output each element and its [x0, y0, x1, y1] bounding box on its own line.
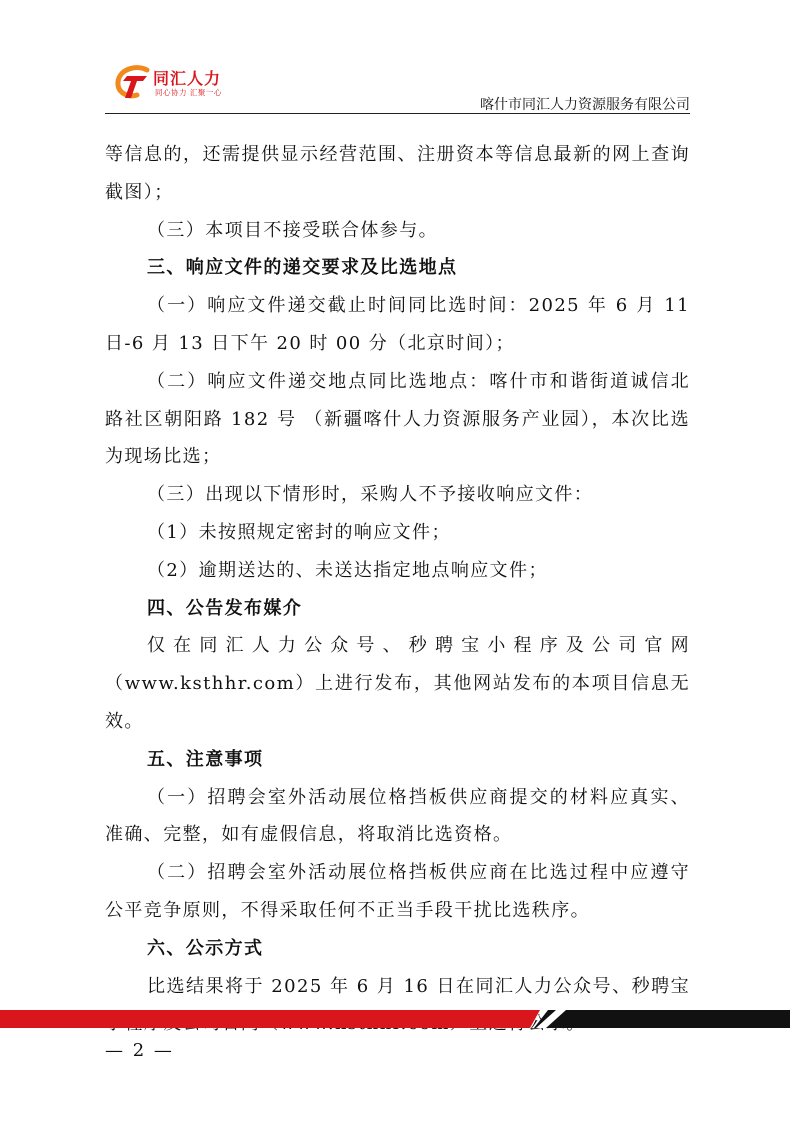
- paragraph: （一）招聘会室外活动展位格挡板供应商提交的材料应真实、准确、完整，如有虚假信息，将取消比选资格。: [105, 786, 690, 846]
- paragraph: （1）未按照规定密封的响应文件；: [147, 521, 451, 543]
- paragraph: （三）本项目不接受联合体参与。: [147, 219, 438, 241]
- paragraph: 仅在同汇人力公众号、秒聘宝小程序及公司官网（www.ksthhr.com）上进行发布，其他网站发布的本项目信息无效。: [105, 635, 690, 732]
- paragraph: （三）出现以下情形时，采购人不予接收响应文件：: [147, 484, 594, 506]
- paragraph: （二）招聘会室外活动展位格挡板供应商在比选过程中应遵守公平竞争原则，不得采取任何不正当手段干扰比选秩序。: [105, 862, 690, 921]
- logo-slogan: 同心协力 汇聚一心: [155, 88, 222, 97]
- paragraph: （一）响应文件递交截止时间同比选时间：2025 年 6 月 11 日-6 月 13 日下午 20 时 00 分（北京时间）；: [105, 295, 690, 354]
- section-heading: 六、公示方式: [147, 937, 264, 959]
- paragraph: （二）响应文件递交地点同比选地点：喀什市和谐街道诚信北路社区朝阳路 182 号 （新疆喀什人力资源服务产业园），本次比选为现场比选；: [105, 370, 690, 468]
- page-header: [105, 60, 690, 116]
- paragraph: （2）逾期送达的、未送达指定地点响应文件；: [147, 559, 548, 581]
- logo-name: 同汇人力: [153, 69, 222, 88]
- section-heading: 五、注意事项: [147, 748, 264, 770]
- section-heading: 三、响应文件的递交要求及比选地点: [147, 257, 458, 279]
- paragraph: 等信息的，还需提供显示经营范围、注册资本等信息最新的网上查询截图）；: [105, 144, 690, 203]
- footer-decorative-band: [0, 1006, 790, 1032]
- paragraph: 比选结果将于 2025 年 6 月 16 日在同汇人力公众号、秒聘宝 公: [147, 975, 690, 1035]
- company-name: 喀什市同汇人力资源服务有限公司: [480, 97, 690, 113]
- header-divider: [105, 113, 690, 114]
- section-heading: 四、公告发布媒介: [147, 597, 303, 619]
- page-number: — 2 —: [105, 1040, 174, 1061]
- company-logo-icon: [113, 62, 153, 102]
- document-body: [105, 136, 690, 1043]
